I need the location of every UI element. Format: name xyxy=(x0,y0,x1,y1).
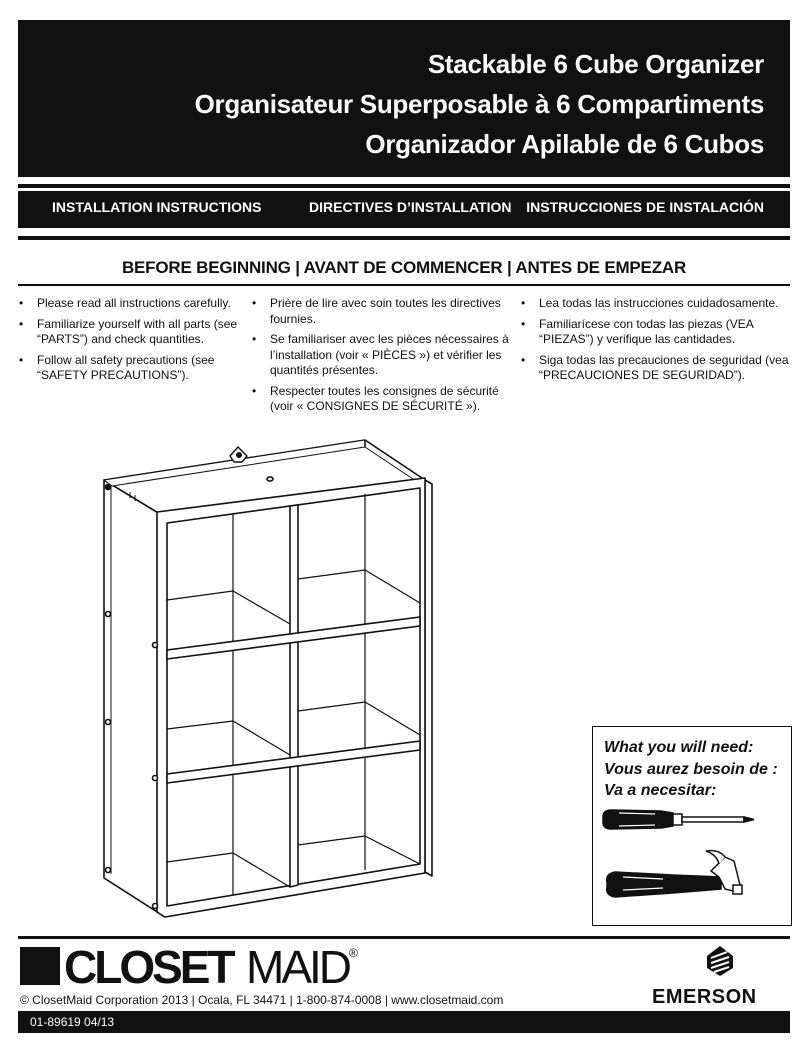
title-english: Stackable 6 Cube Organizer xyxy=(427,49,764,79)
instructions-label-es: INSTRUCCIONES DE INSTALACIÓN xyxy=(526,199,764,215)
copyright-line: © ClosetMaid Corporation 2013 | Ocala, FL 34471 | 1-800-874-0008 | www.closetmaid.com xyxy=(20,993,504,1007)
tools-heading-en: What you will need: xyxy=(604,739,754,756)
list-item: • Siga todas las precauciones de seguridad (vea “PRECAUCIONES DE SEGURIDAD”). xyxy=(521,352,789,382)
logo-square xyxy=(20,947,60,985)
logo-word-closet: CLOSET xyxy=(64,941,233,993)
instructions-label-fr: DIRECTIVES D’INSTALLATION xyxy=(309,199,512,215)
hammer-icon xyxy=(607,851,742,897)
emerson-logo-icon xyxy=(705,944,735,978)
tools-heading-es: Va a necesitar: xyxy=(604,782,717,799)
tools-drawing xyxy=(593,727,791,925)
list-item: • Respecter toutes les consignes de sécurité (voir « CONSIGNES DE SÉCURITÉ »). xyxy=(252,383,499,413)
title-french: Organisateur Superposable à 6 Compartiments xyxy=(194,89,764,119)
instructions-label-en: INSTALLATION INSTRUCTIONS xyxy=(52,199,262,215)
divider-rule xyxy=(18,936,790,939)
screwdriver-icon xyxy=(603,810,754,829)
list-item: • Lea todas las instrucciones cuidadosamente. xyxy=(521,296,779,310)
logo-word-maid: MAID xyxy=(246,941,349,993)
list-item: • Please read all instructions carefully. xyxy=(19,296,231,310)
list-item: • Familiarize yourself with all parts (see “PARTS”) and check quantities. xyxy=(19,316,238,346)
title-spanish: Organizador Apilable de 6 Cubos xyxy=(365,129,764,159)
list-item: • Follow all safety precautions (see “SAFETY PRECAUTIONS”). xyxy=(19,352,215,382)
registered-mark: ® xyxy=(349,946,358,960)
tools-heading-fr: Vous aurez besoin de : xyxy=(604,761,778,778)
list-item: • Se familiariser avec les pièces nécessaires à l’installation (voir « PIÈCES ») et vérifier les quantités présentes. xyxy=(252,332,509,377)
before-beginning-heading: BEFORE BEGINNING | AVANT DE COMMENCER | ANTES DE EMPEZAR xyxy=(121,258,687,277)
list-item: • Prière de lire avec soin toutes les directives fournies. xyxy=(252,296,501,326)
tools-needed-box xyxy=(592,726,792,926)
emerson-wordmark: EMERSON xyxy=(652,986,757,1008)
document-number: 01-89619 04/13 xyxy=(30,1015,115,1029)
list-item: • Familiarícese con todas las piezas (VEA “PIEZAS”) y verifique las cantidades. xyxy=(521,316,754,346)
document-number-bar xyxy=(18,1011,790,1033)
